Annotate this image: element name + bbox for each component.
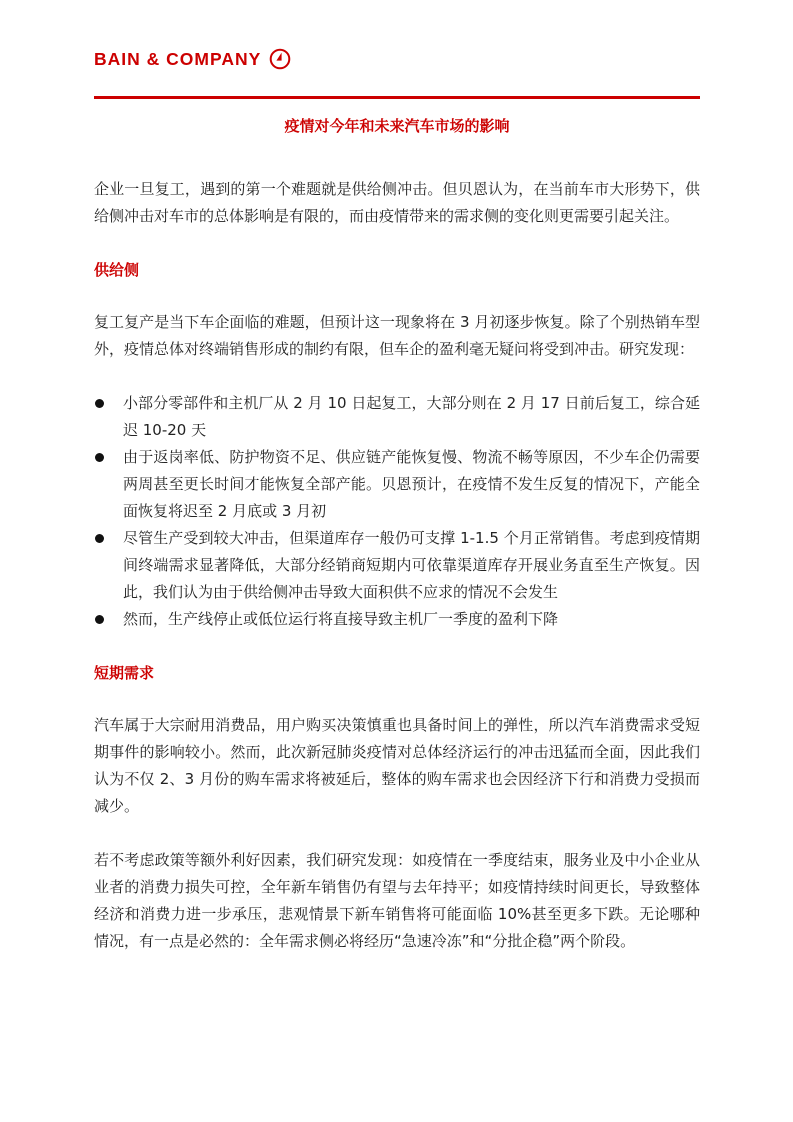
page-header [94, 44, 291, 74]
brand-logo-text: BAIN & COMPANY [94, 48, 262, 69]
bullet-dot-icon [95, 534, 104, 543]
demand-heading: 短期需求 [94, 664, 155, 682]
page-title: 疫情对今年和未来汽车市场的影响 [284, 117, 510, 135]
list-item-text: 然而，生产线停止或低位运行将直接导致主机厂一季度的盈利下降 [123, 610, 559, 628]
bullet-dot-icon [95, 453, 104, 462]
list-item-text: 由于返岗率低、防护物资不足、供应链产能恢复慢、物流不畅等原因，不少车企仍需要两周甚至更长时间才能恢复全部产能。贝恩预计，在疫情不发生反复的情况下，产能全面恢复将迟至 2 月底或 3 月初 [123, 448, 700, 520]
document-body [94, 176, 700, 955]
supply-paragraph: 复工复产是当下车企面临的难题，但预计这一现象将在 3 月初逐步恢复。除了个别热销车型外，疫情总体对终端销售形成的制约有限，但车企的盈利毫无疑问将受到冲击。研究发现： [94, 313, 700, 358]
bullet-dot-icon [95, 615, 104, 624]
list-item-text: 尽管生产受到较大冲击，但渠道库存一般仍可支撑 1-1.5 个月正常销售。考虑到疫情期间终端需求显著降低，大部分经销商短期内可依靠渠道库存开展业务直至生产恢复。因此，我们认为由于供给侧冲击导致大面积供不应求的情况不会发生 [123, 529, 700, 601]
demand-paragraph-2: 若不考虑政策等额外利好因素，我们研究发现：如疫情在一季度结束，服务业及中小企业从业者的消费力损失可控，全年新车销售仍有望与去年持平；如疫情持续时间更长，导致整体经济和消费力进一步承压，悲观情景下新车销售将可能面临 10%甚至更多下跌。无论哪种情况，有一点是必然的：全年需求侧必将经历“急速冷冻”和“分批企稳”两个阶段。 [94, 851, 700, 950]
intro-paragraph: 企业一旦复工，遇到的第一个难题就是供给侧冲击。但贝恩认为，在当前车市大形势下，供给侧冲击对车市的总体影响是有限的，而由疫情带来的需求侧的变化则更需要引起关注。 [94, 180, 700, 225]
supply-heading: 供给侧 [94, 261, 140, 279]
list-item [94, 390, 700, 444]
list-item [94, 525, 700, 606]
list-item-text: 小部分零部件和主机厂从 2 月 10 日起复工，大部分则在 2 月 17 日前后复工，综合延迟 10-20 天 [123, 394, 700, 439]
list-item [94, 444, 700, 525]
demand-paragraph-1: 汽车属于大宗耐用消费品，用户购买决策慎重也具备时间上的弹性，所以汽车消费需求受短期事件的影响较小。然而，此次新冠肺炎疫情对总体经济运行的冲击迅猛而全面，因此我们认为不仅 2、3 月份的购车需求将被延后，整体的购车需求也会因经济下行和消费力受损而减少。 [94, 716, 700, 815]
bullet-dot-icon [95, 399, 104, 408]
bain-compass-icon [269, 48, 291, 70]
header-divider [94, 96, 700, 99]
supply-bullet-list [94, 390, 700, 633]
list-item [94, 606, 700, 633]
